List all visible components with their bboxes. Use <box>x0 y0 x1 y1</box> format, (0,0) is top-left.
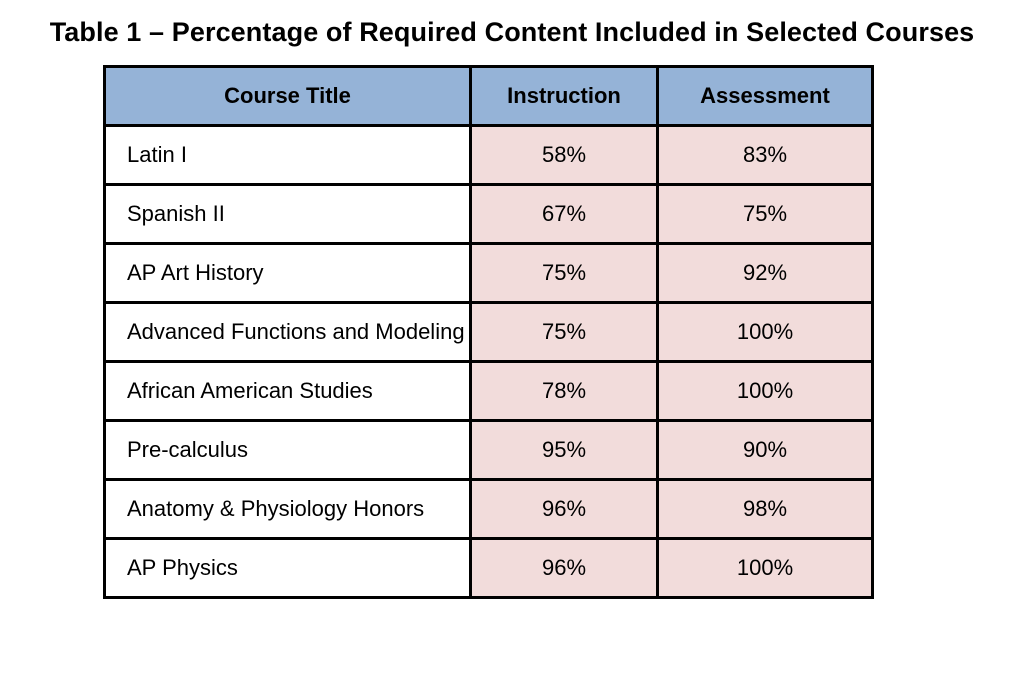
assessment-cell: 83% <box>658 126 873 185</box>
header-instruction: Instruction <box>471 67 658 126</box>
instruction-cell: 78% <box>471 362 658 421</box>
assessment-cell: 92% <box>658 244 873 303</box>
table-row <box>105 539 873 598</box>
instruction-cell: 75% <box>471 244 658 303</box>
course-title-cell: Advanced Functions and Modeling <box>105 303 471 362</box>
course-title-cell: Anatomy & Physiology Honors <box>105 480 471 539</box>
assessment-cell: 75% <box>658 185 873 244</box>
table-row <box>105 303 873 362</box>
table-title: Table 1 – Percentage of Required Content Included in Selected Courses <box>49 17 975 47</box>
instruction-cell: 95% <box>471 421 658 480</box>
course-title-cell: African American Studies <box>105 362 471 421</box>
instruction-cell: 96% <box>471 480 658 539</box>
table-row <box>105 126 873 185</box>
table-row <box>105 185 873 244</box>
course-title-cell: AP Physics <box>105 539 471 598</box>
table-row <box>105 480 873 539</box>
table-row <box>105 244 873 303</box>
header-course-title: Course Title <box>105 67 471 126</box>
instruction-cell: 75% <box>471 303 658 362</box>
header-assessment: Assessment <box>658 67 873 126</box>
assessment-cell: 100% <box>658 362 873 421</box>
table-header-row <box>105 67 873 126</box>
assessment-cell: 90% <box>658 421 873 480</box>
instruction-cell: 67% <box>471 185 658 244</box>
course-title-cell: Spanish II <box>105 185 471 244</box>
course-title-cell: Latin I <box>105 126 471 185</box>
table-row <box>105 362 873 421</box>
course-title-cell: AP Art History <box>105 244 471 303</box>
table-row <box>105 421 873 480</box>
assessment-cell: 100% <box>658 303 873 362</box>
content-table <box>103 65 874 599</box>
assessment-cell: 100% <box>658 539 873 598</box>
course-title-cell: Pre-calculus <box>105 421 471 480</box>
instruction-cell: 58% <box>471 126 658 185</box>
assessment-cell: 98% <box>658 480 873 539</box>
instruction-cell: 96% <box>471 539 658 598</box>
